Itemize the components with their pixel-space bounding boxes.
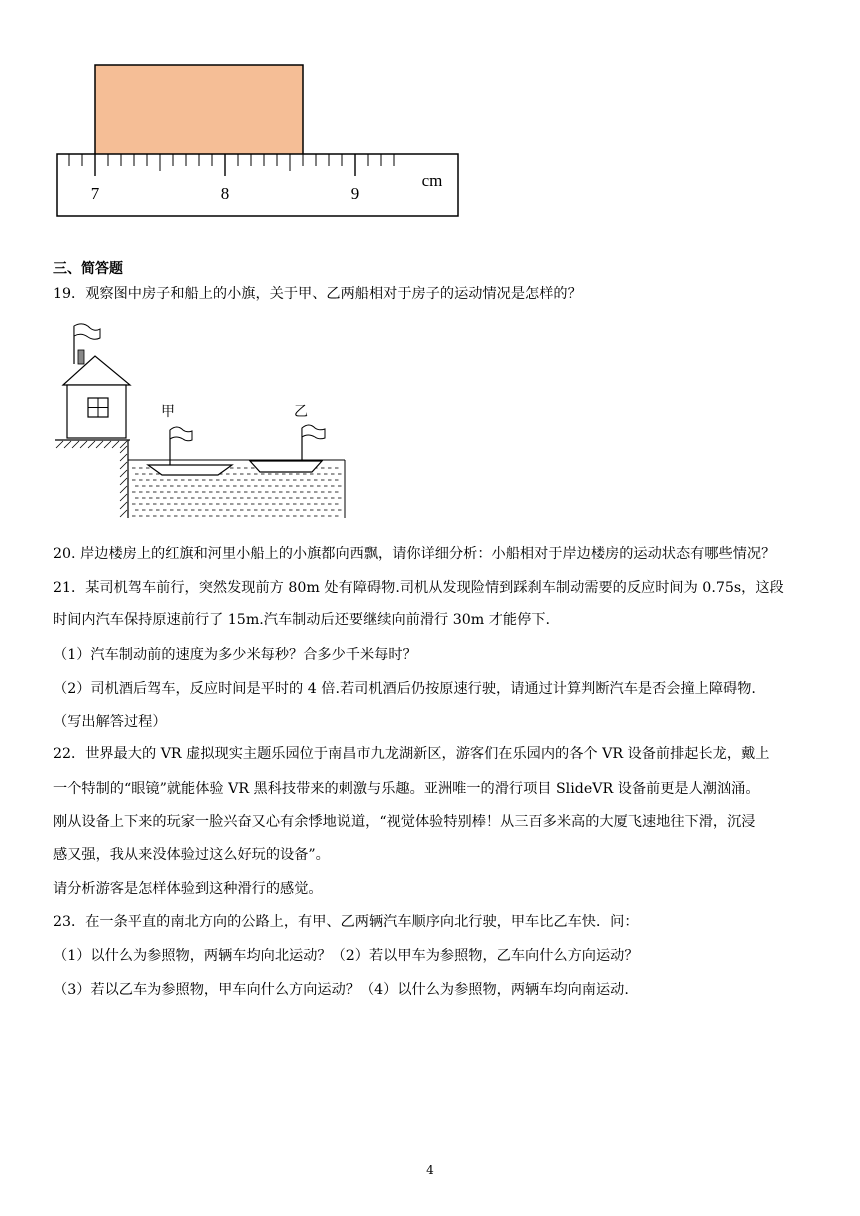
q21-sub2: （2）司机酒后驾车，反应时间是平时的 4 倍.若司机酒后仍按原速行驶，请通过计算判断汽车是否会撞上障碍物. [53, 681, 756, 697]
unit-label: cm [421, 171, 443, 190]
hatch-line [120, 478, 127, 485]
boat-a-label: 甲 [161, 404, 175, 420]
hatch-line [112, 441, 119, 448]
house-boats-figure [50, 318, 350, 523]
hatch-line [120, 502, 127, 509]
boat-a-flag-icon [170, 427, 192, 441]
q22-line1: 22．世界最大的 VR 虚拟现实主题乐园位于南昌市九龙湖新区，游客们在乐园内的各个 VR 设备前排起长龙，戴上 [53, 746, 770, 762]
q22-line3: 刚从设备上下来的玩家一脸兴奋又心有余悸地说道，“视觉体验特别棒！从三百多米高的大厦飞速地往下滑，沉浸 [53, 814, 756, 830]
section-heading: 三、简答题 [53, 261, 123, 277]
tick-label-9: 9 [350, 184, 360, 203]
tick-label-7: 7 [90, 184, 100, 203]
q22-line2: 一个特制的“眼镜”就能体验 VR 黑科技带来的刺激与乐趣。亚洲唯一的滑行项目 SlideVR 设备前更是人潮汹涌。 [53, 781, 760, 797]
hatch-line [56, 441, 63, 448]
hatch-line [96, 441, 103, 448]
q21-line1: 21．某司机驾车前行，突然发现前方 80m 处有障碍物.司机从发现险情到踩刹车制动需要的反应时间为 0.75s，这段 [53, 580, 784, 596]
q19-text: 19．观察图中房子和船上的小旗，关于甲、乙两船相对于房子的运动情况是怎样的？ [53, 286, 582, 302]
q23-line2: （1）以什么为参照物，两辆车均向北运动？（2）若以甲车为参照物，乙车向什么方向运动？ [53, 948, 639, 964]
hatch-line [120, 510, 127, 517]
orange-block [95, 65, 303, 155]
q21-sub1: （1）汽车制动前的速度为多少米每秒？合多少千米每时？ [53, 647, 417, 663]
q21-line2: 时间内汽车保持原速前行了 15m.汽车制动后还要继续向前滑行 30m 才能停下. [53, 612, 551, 628]
q22-line4: 感又强，我从来没体验过这么好玩的设备”。 [53, 847, 330, 863]
hatch-line [120, 470, 127, 477]
boat-b-flag-icon [302, 425, 325, 439]
hatch-line [120, 486, 127, 493]
hatch-line [120, 462, 127, 469]
q22-line5: 请分析游客是怎样体验到这种滑行的感觉。 [53, 881, 323, 897]
hatch-line [104, 441, 111, 448]
hatch-line [80, 441, 87, 448]
hatch-line [120, 454, 127, 461]
boat-b-hull [250, 461, 322, 472]
hatch-line [88, 441, 95, 448]
q20-text: 20. 岸边楼房上的红旗和河里小船上的小旗都向西飘，请你详细分析：小船相对于岸边楼房的运动状态有哪些情况？ [53, 546, 776, 562]
tick-label-8: 8 [220, 184, 230, 203]
q23-line1: 23．在一条平直的南北方向的公路上，有甲、乙两辆汽车顺序向北行驶，甲车比乙车快．问： [53, 914, 639, 930]
hatch-line [72, 441, 79, 448]
q23-line3: （3）若以乙车为参照物，甲车向什么方向运动？（4）以什么为参照物，两辆车均向南运动. [53, 982, 629, 998]
hatch-line [64, 441, 71, 448]
ruler-body [57, 154, 458, 216]
house-flag-icon [74, 324, 100, 339]
boat-b-label: 乙 [294, 404, 308, 420]
bank-hatch [56, 441, 127, 517]
ruler-figure [50, 60, 470, 225]
boat-a-hull [148, 465, 232, 475]
house-roof [63, 356, 130, 385]
chimney [78, 350, 84, 364]
q21-sub2b: （写出解答过程） [53, 714, 167, 730]
hatch-line [120, 494, 127, 501]
page-number: 4 [426, 1163, 434, 1177]
